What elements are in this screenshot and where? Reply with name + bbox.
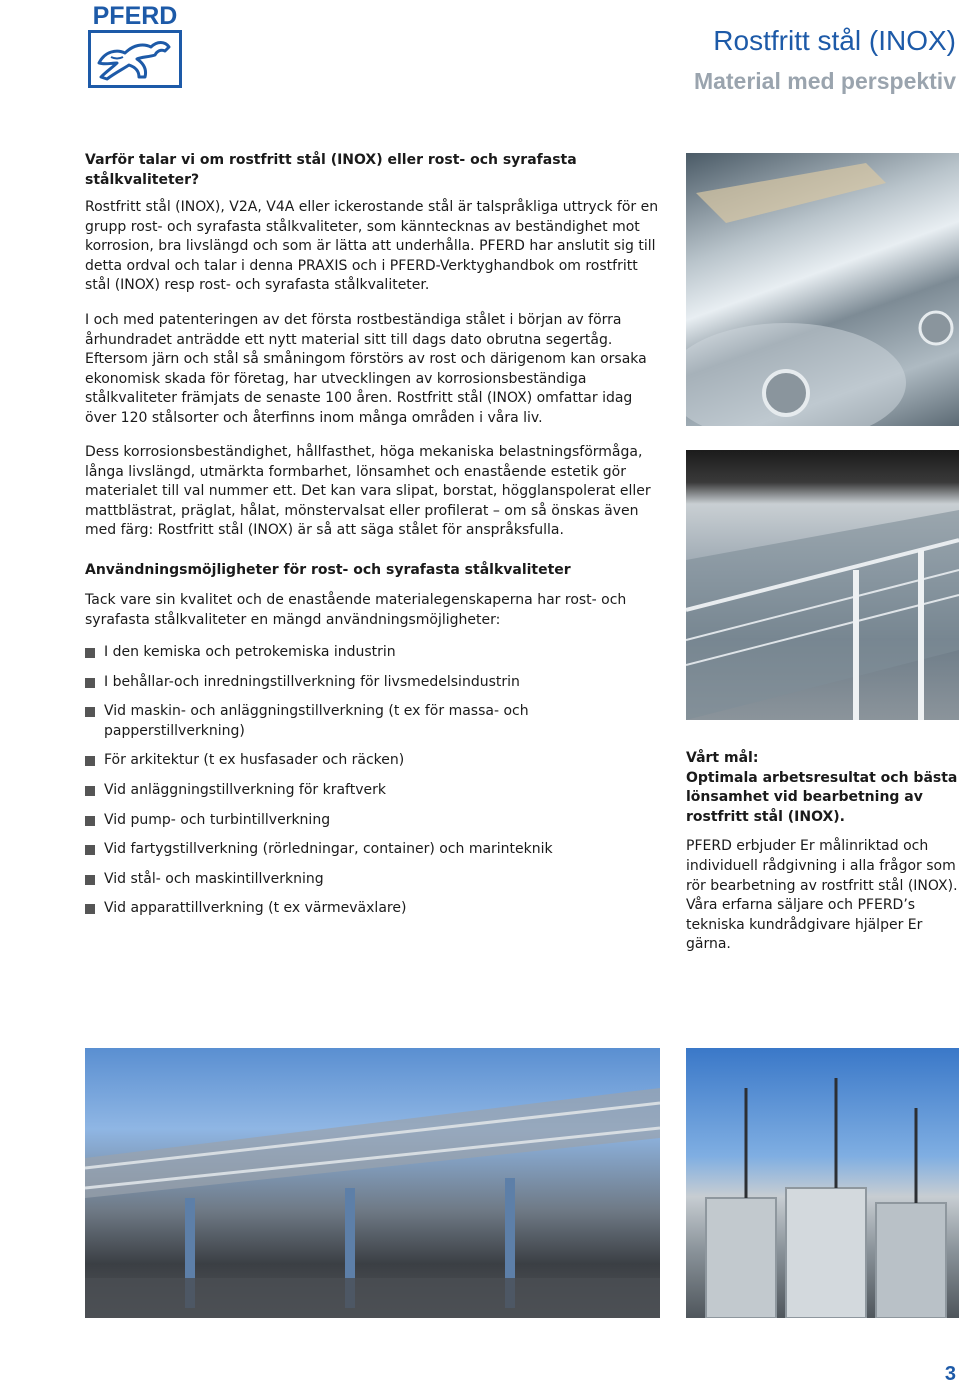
paragraph-text: I och med patenteringen av det första rostbeständiga stålet i början av förra århundradet anträdde ett nytt material sitt till dags dato obrutna segertåg. Eftersom järn och stål så småningom förstörs av rost och därigenom kan orsaka ekonomisk skada för företag, har utvecklingen av korrosionsbeständiga stålkvaliteter främjats de senaste 100 åren. Rostfritt stål (INOX) omfattar idag över 120 stålsorter och återfinns inom många områden i våra liv. [85, 312, 647, 426]
list-item-text: Vid stål- och maskintillverkning [104, 870, 324, 887]
bullet-square-icon [85, 756, 95, 766]
station-canopy-photo [85, 1048, 660, 1318]
goal-heading: Optimala arbetsresultat och bästa lönsamhet vid bearbetning av rostfritt stål (INOX). [686, 769, 958, 825]
paragraph-text: Rostfritt stål (INOX), V2A, V4A eller ickerostande stål är talspråkliga uttryck för en grupp rost- och syrafasta stålkvaliteter, som känntecknas av beständighet mot korrosion, bra livslängd och som är lätta att underhålla. PFERD har anslutit sig till detta ordval och talar i denna PRAXIS och i PFERD-Verktyghandbok om rostfritt stål (INOX) resp rost- och syrafasta stålkvaliteter. [85, 199, 659, 294]
bullet-square-icon [85, 786, 95, 796]
list-item [85, 643, 655, 663]
logo-wordmark: PFERD [92, 2, 178, 30]
intro-paragraph-3 [85, 443, 665, 541]
list-item-text: För arkitektur (t ex husfasader och räcken) [104, 752, 405, 769]
list-item [85, 751, 655, 771]
bullet-square-icon [85, 816, 95, 826]
page-number: 3 [944, 1363, 956, 1385]
page-subtitle: Material med perspektiv [693, 68, 956, 94]
intro-question: Varför talar vi om rostfritt stål (INOX) eller rost- och syrafasta stålkvaliteter? [85, 152, 577, 188]
paragraph-text: Dess korrosionsbeständighet, hållfasthet, höga mekaniska belastningsförmåga, långa livslängd, utmärkta formbarhet, lönsamhet och enastående estetik gör materialet till val nummer ett. Det kan vara slipat, borstat, högglanspolerat eller mattblästrat, präglat, hålat, mönstervalsat eller profilerat – om så önskas även med färg: Rostfritt stål (INOX) är så att säga stålet för anspråksfulla. [85, 444, 651, 539]
bullet-square-icon [85, 707, 95, 717]
list-item [85, 673, 655, 693]
list-item-text: Vid apparattillverkning (t ex värmeväxlare) [104, 900, 407, 917]
intro-paragraph-2 [85, 311, 665, 429]
list-item [85, 899, 655, 919]
list-item-text: I behållar-och inredningstillverkning för livsmedelsindustrin [104, 673, 520, 690]
pferd-logo [84, 4, 186, 90]
list-item [85, 702, 655, 741]
applications-intro: Tack vare sin kvalitet och de enastående materialegenskaperna har rost- och syrafasta stålkvaliteter en mängd användningsmöjligheter: [85, 592, 627, 628]
bullet-square-icon [85, 648, 95, 658]
stainless-sink-photo [686, 153, 959, 426]
bullet-square-icon [85, 678, 95, 688]
list-item [85, 811, 655, 831]
list-item-text: Vid maskin- och anläggningstillverkning (t ex för massa- och papperstillverkning) [104, 703, 529, 739]
list-item-text: Vid fartygstillverkning (rörledningar, container) och marinteknik [104, 841, 553, 858]
applications-list [85, 643, 655, 929]
list-item [85, 840, 655, 860]
bullet-square-icon [85, 904, 95, 914]
list-item [85, 870, 655, 890]
goal-box [686, 749, 958, 955]
list-item [85, 781, 655, 801]
page-title: Rostfritt stål (INOX) [713, 25, 956, 56]
list-item-text: I den kemiska och petrokemiska industrin [104, 644, 396, 660]
applications-heading: Användningsmöjligheter för rost- och syrafasta stålkvaliteter [85, 562, 571, 578]
goal-label: Vårt mål: [686, 750, 759, 766]
horse-emblem [88, 30, 182, 88]
industrial-tanks-photo [686, 1048, 959, 1318]
list-item-text: Vid pump- och turbintillverkning [104, 811, 331, 828]
goal-body: PFERD erbjuder Er målinriktad och individuell rådgivning i alla frågor som rör bearbetning av rostfritt stål (INOX). Våra erfarna säljare och PFERD’s tekniska kundrådgivare hjälper Er gärna. [686, 838, 958, 953]
intro-paragraph-1 [85, 198, 665, 296]
stainless-railing-photo [686, 450, 959, 720]
list-item-text: Vid anläggningstillverkning för kraftverk [104, 781, 386, 798]
bullet-square-icon [85, 875, 95, 885]
bullet-square-icon [85, 845, 95, 855]
